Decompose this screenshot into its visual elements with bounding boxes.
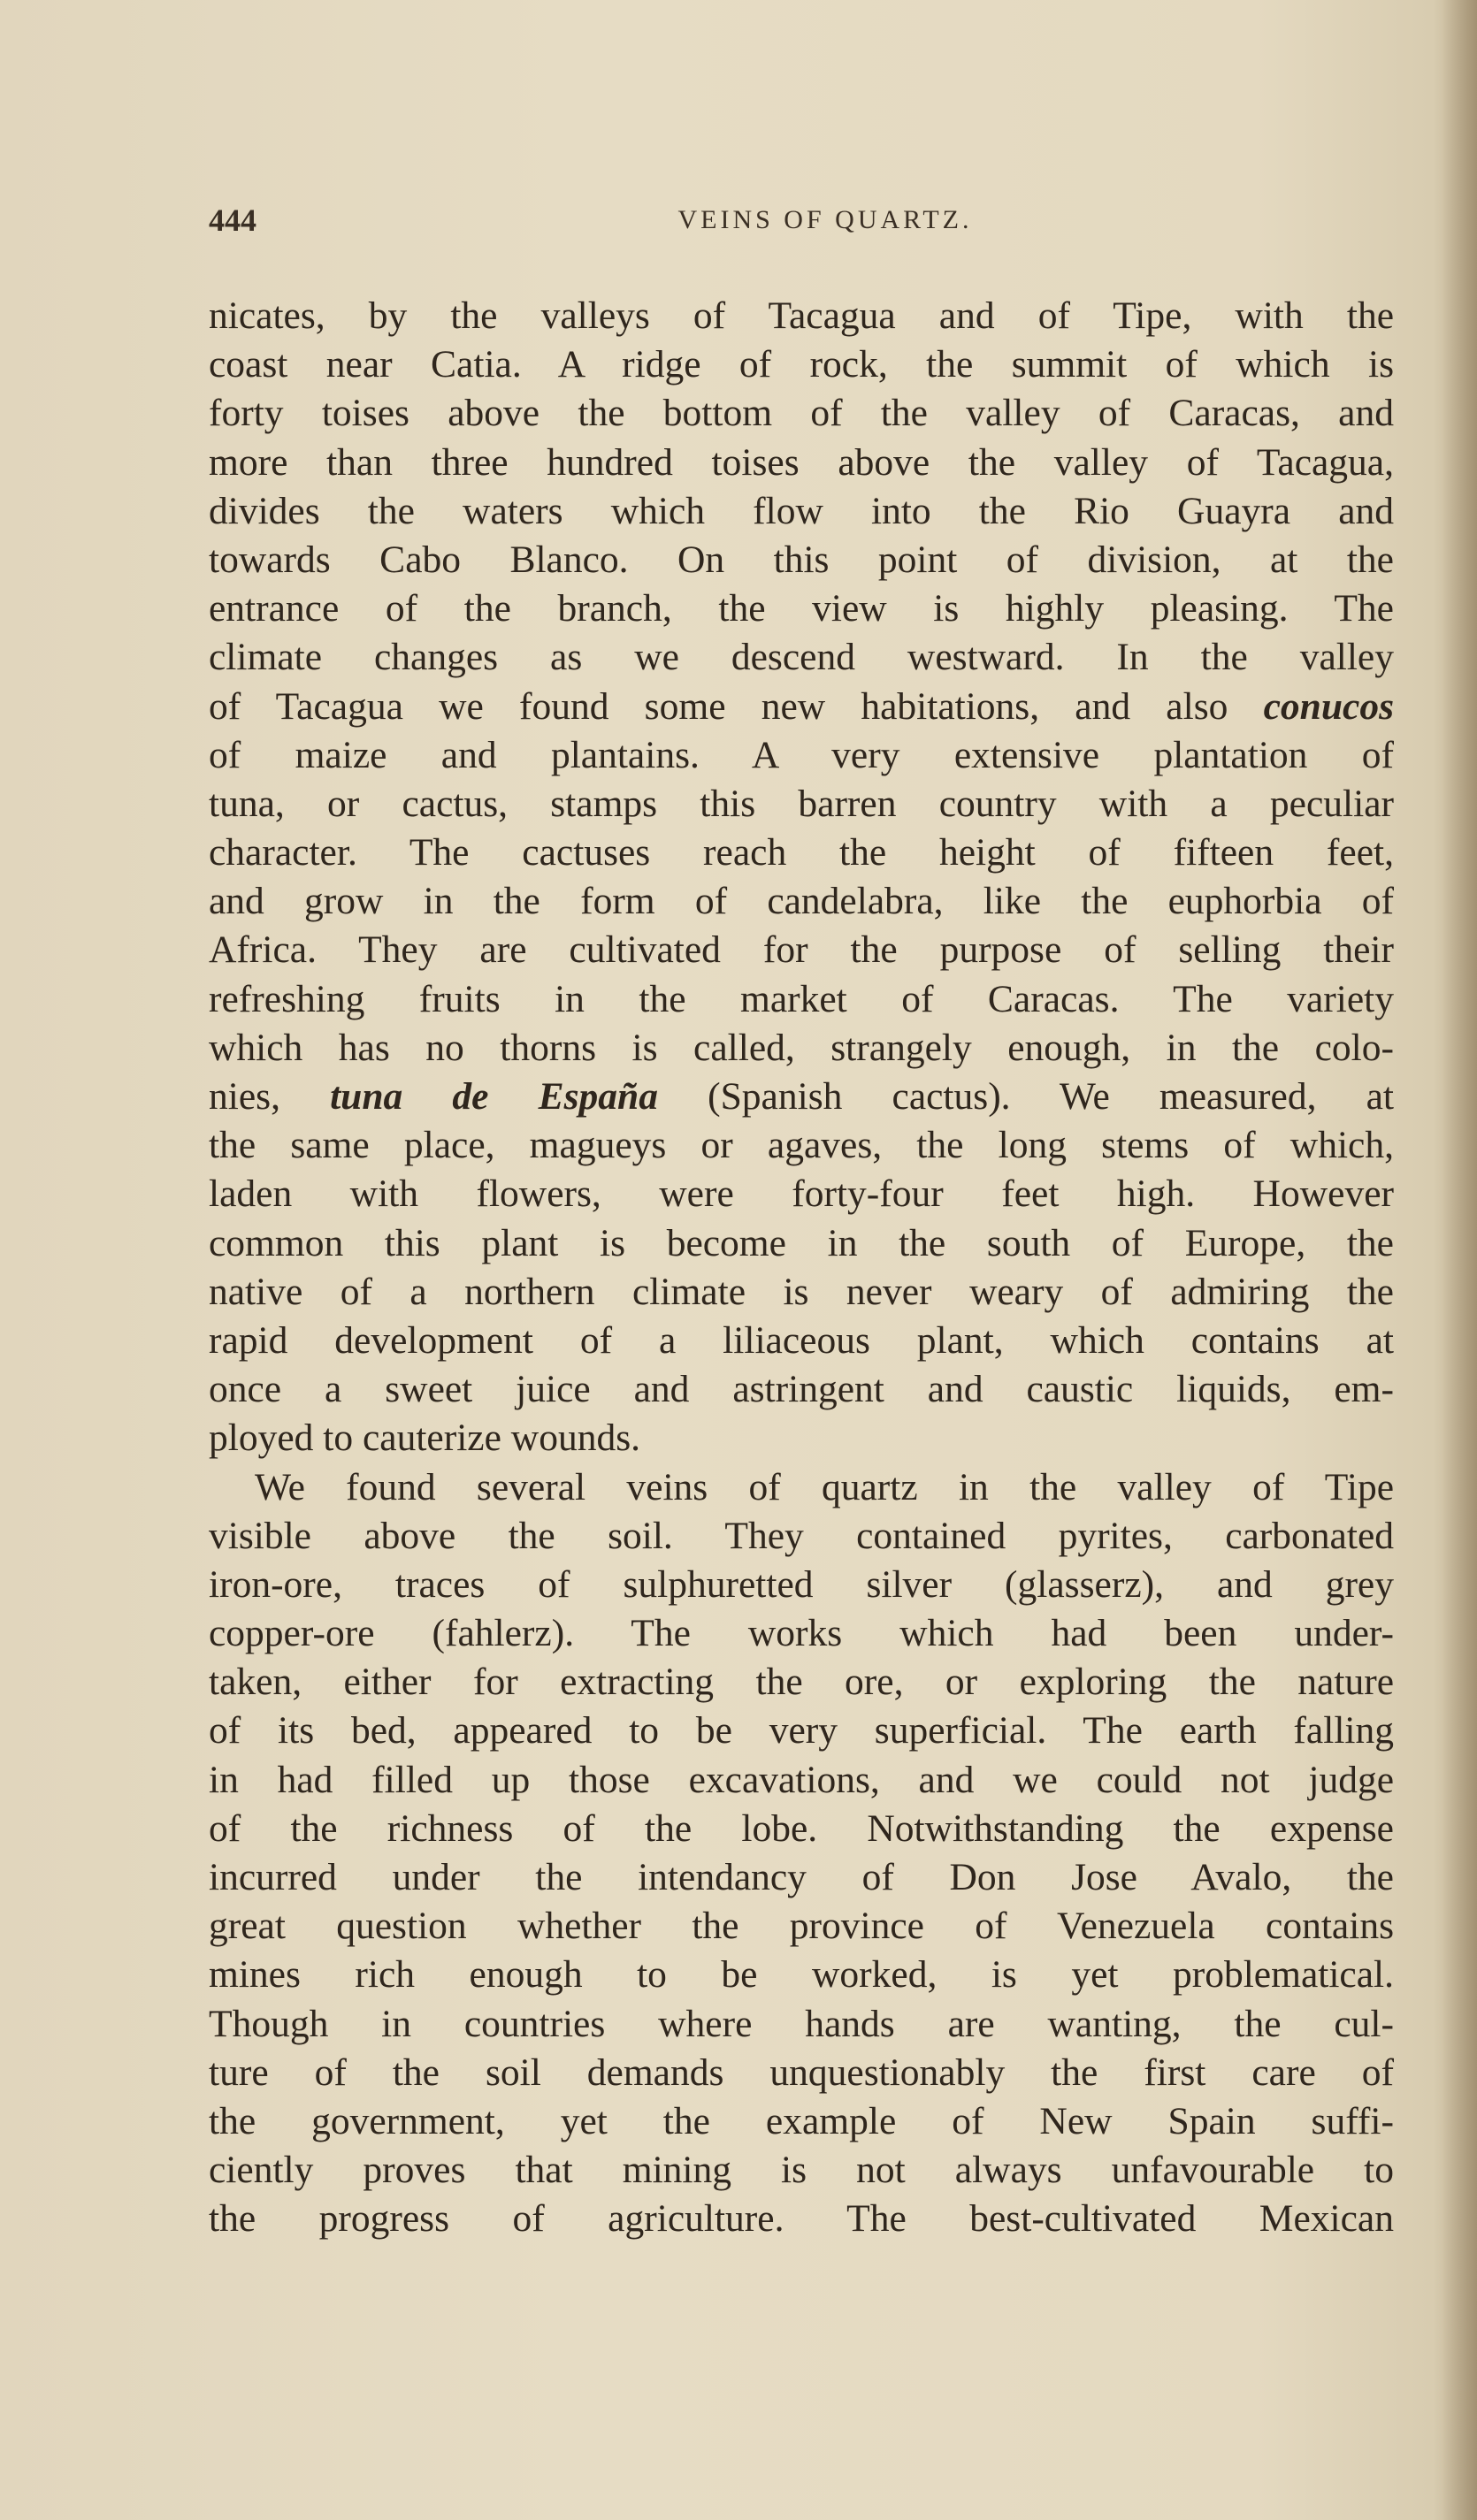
- text-line: We found several veins of quartz in the valley of Tipe: [255, 1465, 1394, 1508]
- text-fragment: (Spanish cactus). We measured, at: [658, 1075, 1394, 1118]
- running-head: VEINS OF QUARTZ.: [677, 205, 973, 234]
- text-line: climate changes as we descend westward. In the valley: [209, 636, 1394, 679]
- text-line: in had filled up those excavations, and we could not judge: [209, 1758, 1394, 1801]
- page-header: [209, 202, 1389, 255]
- text-line: ture of the soil demands unquestionably the first care of: [209, 2050, 1394, 2094]
- text-fragment: nies,: [209, 1075, 331, 1118]
- text-line: refreshing fruits in the market of Caracas. The variety: [209, 977, 1394, 1020]
- text-fragment: of Tacagua we found some new habitations, and also: [209, 684, 1264, 728]
- text-line: of its bed, appeared to be very superficial. The earth falling: [209, 1709, 1394, 1753]
- text-line: laden with flowers, were forty-four feet high. However: [209, 1172, 1394, 1216]
- text-line: which has no thorns is called, strangely enough, in the colo-: [209, 1026, 1394, 1069]
- italic-term: tuna de España: [330, 1075, 658, 1118]
- text-line: character. The cactuses reach the height of fifteen feet,: [209, 831, 1394, 874]
- text-line: Africa. They are cultivated for the purpose of selling their: [209, 928, 1394, 972]
- text-line: tuna, or cactus, stamps this barren country with a peculiar: [209, 782, 1394, 825]
- text-line: entrance of the branch, the view is highly pleasing. The: [209, 587, 1394, 630]
- text-line: great question whether the province of Venezuela contains: [209, 1905, 1394, 1948]
- text-line: and grow in the form of candelabra, like the euphorbia of: [209, 880, 1394, 923]
- text-line: nicates, by the valleys of Tacagua and of Tipe, with the: [209, 294, 1394, 337]
- text-line: of maize and plantains. A very extensive plantation of: [209, 733, 1394, 776]
- text-line: Though in countries where hands are wanting, the cul-: [209, 2002, 1394, 2045]
- text-line: of the richness of the lobe. Notwithstanding the expense: [209, 1806, 1394, 1850]
- text-line: forty toises above the bottom of the valley of Caracas, and: [209, 392, 1394, 435]
- text-line: the government, yet the example of New Spain suffi-: [209, 2099, 1394, 2142]
- text-line: native of a northern climate is never weary of admiring the: [209, 1270, 1394, 1313]
- italic-term: conucos: [1263, 684, 1394, 728]
- text-line: the progress of agriculture. The best-cultivated Mexican: [209, 2197, 1394, 2241]
- page-number: 444: [209, 202, 256, 238]
- text-line: coast near Catia. A ridge of rock, the summit of which is: [209, 343, 1394, 386]
- text-line: rapid development of a liliaceous plant, which contains at: [209, 1318, 1394, 1362]
- text-line: [209, 683, 1394, 731]
- text-line: iron-ore, traces of sulphuretted silver (glasserz), and grey: [209, 1562, 1394, 1606]
- text-line: mines rich enough to be worked, is yet problematical.: [209, 1953, 1394, 1997]
- text-line: ployed to cauterize wounds.: [209, 1417, 641, 1460]
- text-line: more than three hundred toises above the valley of Tacagua,: [209, 440, 1394, 484]
- text-line: taken, either for extracting the ore, or exploring the nature: [209, 1661, 1394, 1704]
- text-line: the same place, magueys or agaves, the long stems of which,: [209, 1124, 1394, 1167]
- text-line: incurred under the intendancy of Don Jose Avalo, the: [209, 1856, 1394, 1898]
- text-line: [209, 1073, 1394, 1121]
- text-line: once a sweet juice and astringent and caustic liquids, em-: [209, 1368, 1394, 1411]
- text-line: towards Cabo Blanco. On this point of division, at the: [209, 538, 1394, 581]
- text-line: divides the waters which flow into the Rio Guayra and: [209, 489, 1394, 532]
- text-line: visible above the soil. They contained pyrites, carbonated: [209, 1514, 1394, 1557]
- text-line: ciently proves that mining is not always unfavourable to: [209, 2149, 1394, 2192]
- page-edge-shadow: [1442, 0, 1477, 2520]
- text-line: common this plant is become in the south of Europe, the: [209, 1221, 1394, 1264]
- text-line: copper-ore (fahlerz). The works which had been under-: [209, 1612, 1394, 1655]
- body-text: [209, 292, 1394, 2244]
